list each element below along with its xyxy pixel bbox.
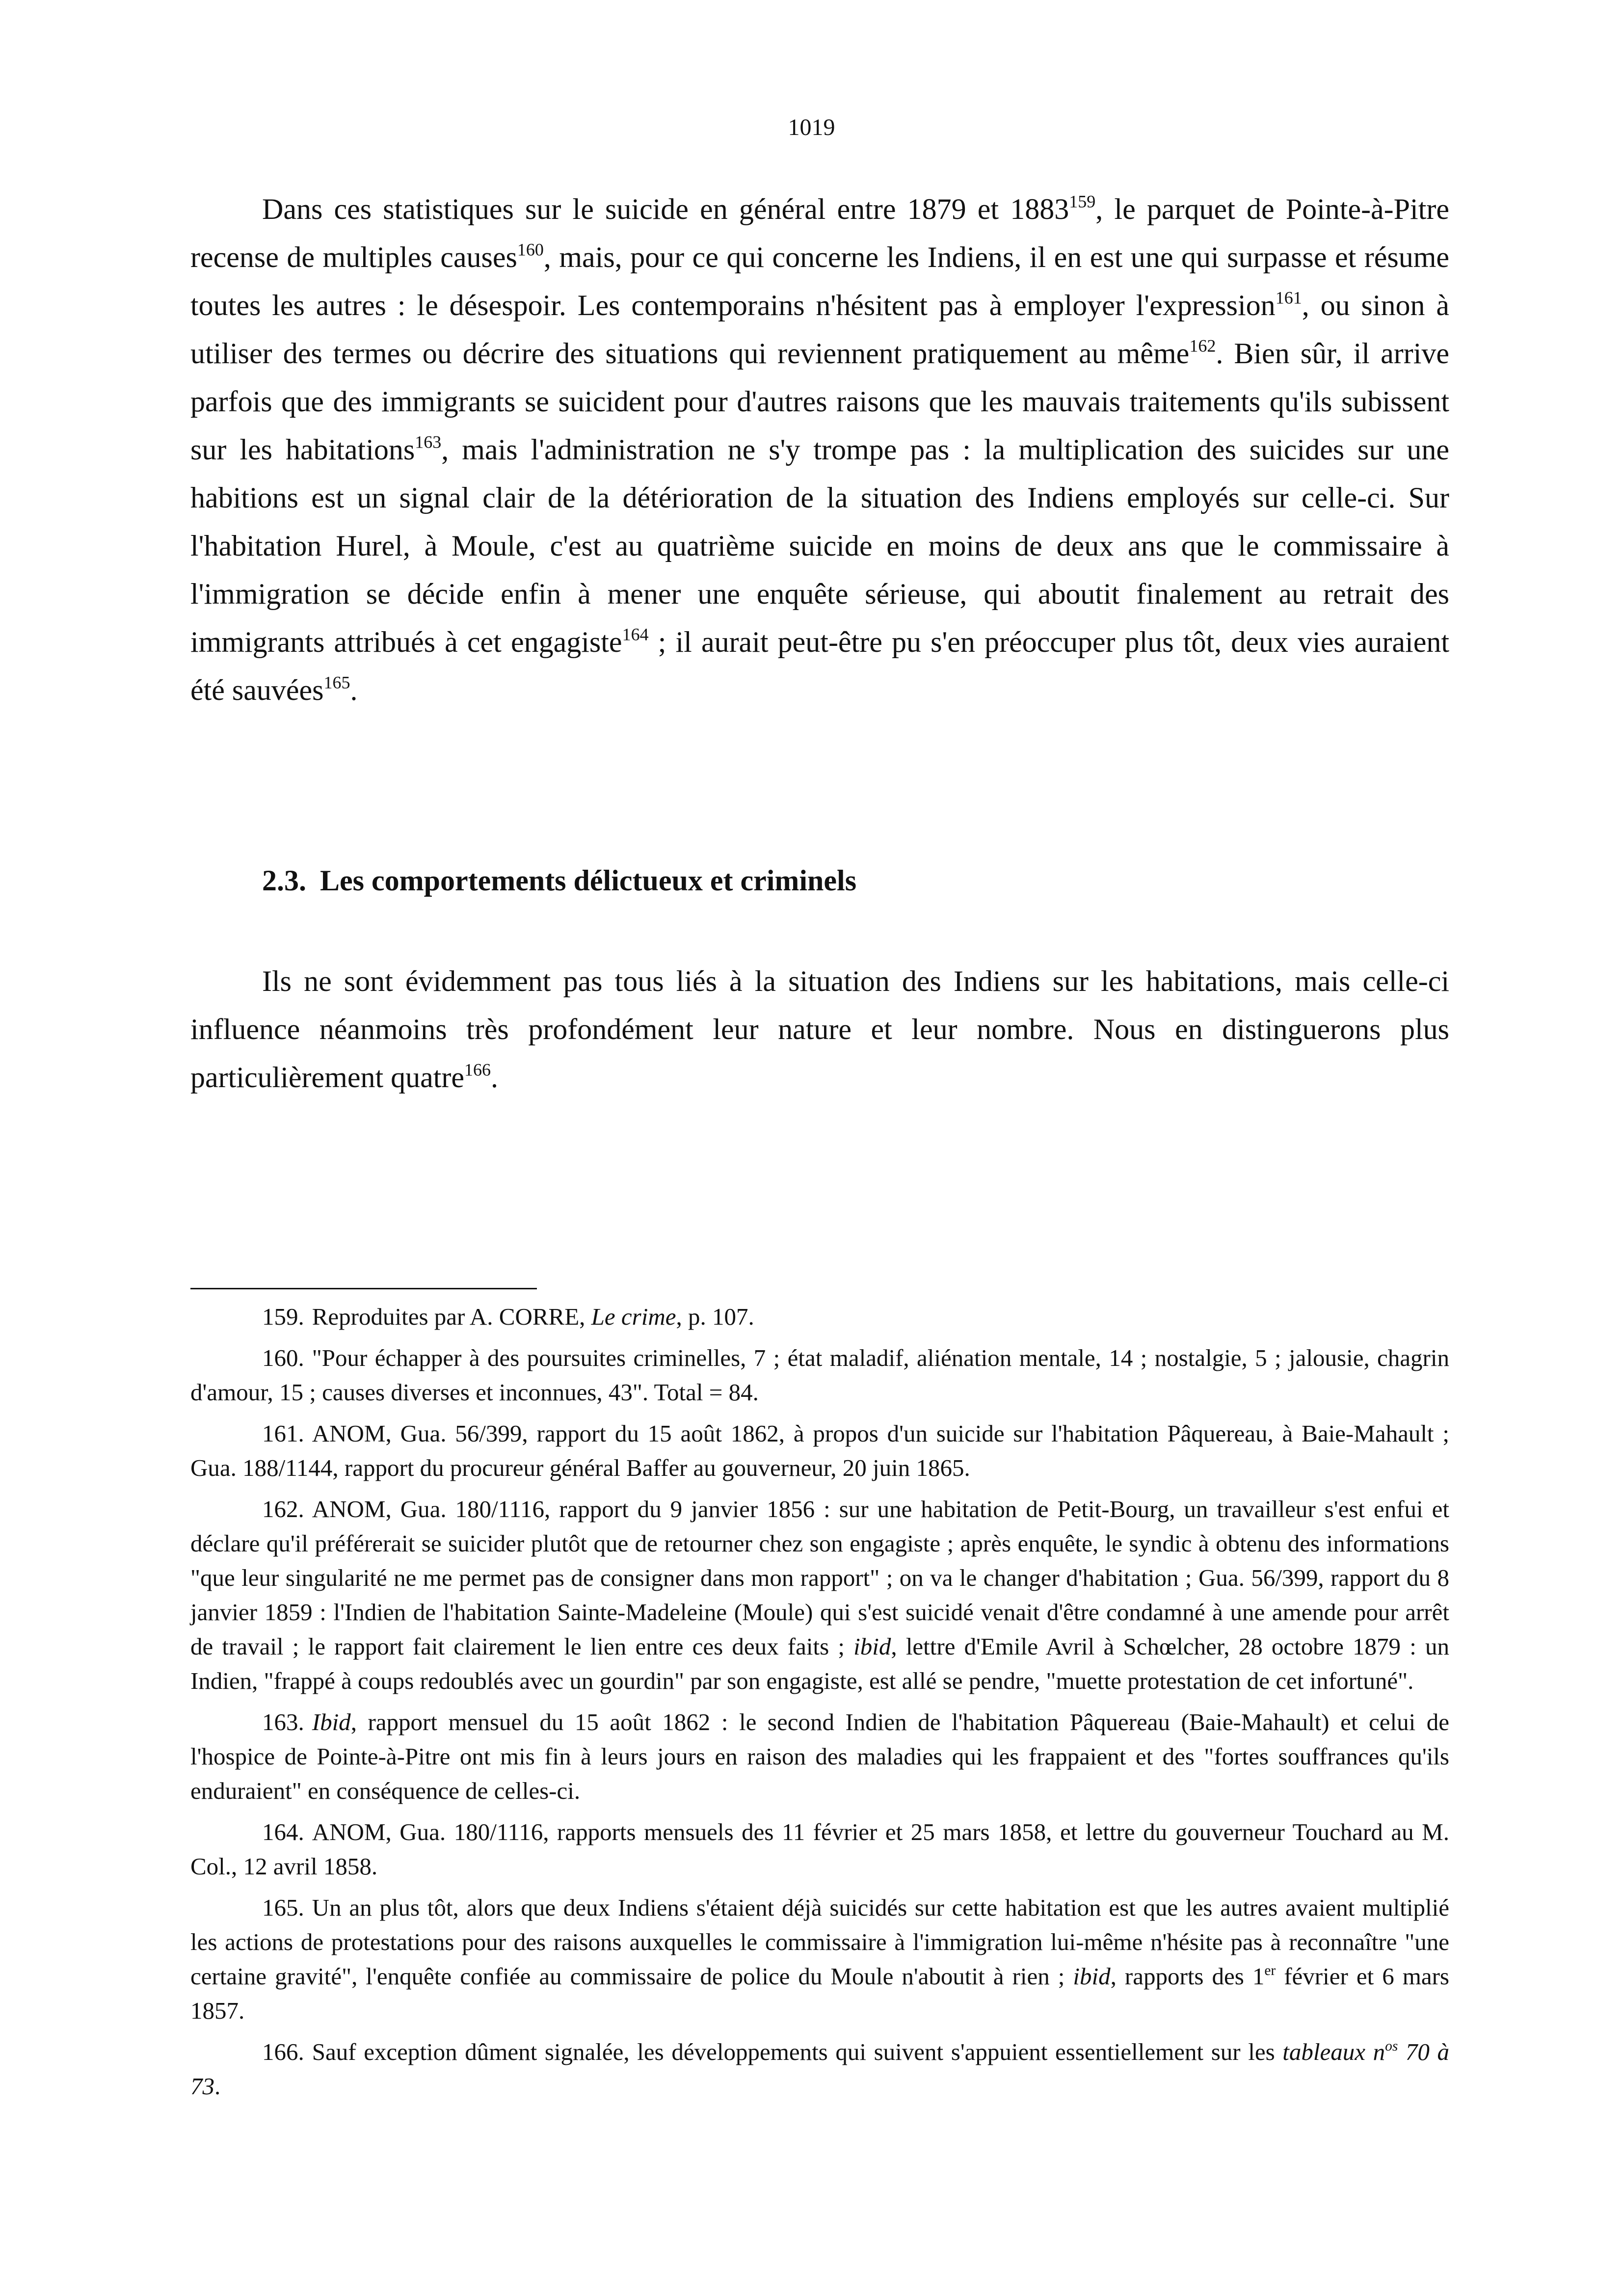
section-heading [262, 864, 856, 898]
footnote-italic: ibid [853, 1633, 891, 1660]
body-paragraph-2 [190, 957, 1449, 1101]
footnote-text: ANOM, Gua. 56/399, rapport du 15 août 1862, à propos d'un suicide sur l'habitation Pâquereau, à Baie-Mahault ; Gua. 188/1144, rapport du procureur général Baffer au gouverneur, 20 juin 1865. [190, 1420, 1449, 1481]
footnote-ref-164[interactable]: 164 [622, 624, 649, 644]
text-run: , ou sinon à utiliser des termes ou décrire des situations qui reviennent pratiquement au même [190, 289, 1449, 370]
footnote-text: ANOM, Gua. 180/1116, rapport du 9 janvier 1856 : sur une habitation de Petit-Bourg, un travailleur s'est enfui et déclare qu'il préférerait se suicider plutôt que de retourner chez son engagiste ; après enquête, le syndic à obtenu des informations "que leur singularité ne me permet pas de consigner dans mon rapport" ; on va le changer d'habitation ; Gua. 56/399, rapport du 8 janvier 1859 : l'Indien de l'habitation Sainte-Madeleine (Moule) qui s'est suicidé venait d'être condamné à une amende pour arrêt de travail ; le rapport fait clairement le lien entre ces deux faits ; [190, 1495, 1449, 1660]
text-run: Dans ces statistiques sur le suicide en général entre 1879 et 1883 [262, 193, 1069, 225]
footnote-text: Un an plus tôt, alors que deux Indiens s'étaient déjà suicidés sur cette habitation est que les autres avaient multiplié les actions de protestations pour des raisons auxquelles le commissaire à l'immigration lui-même n'hésite pas à reconnaître "une certaine gravité", l'enquête confiée au commissaire de police du Moule n'aboutit à rien ; [190, 1894, 1449, 1990]
footnote-165 [190, 1891, 1449, 2028]
footnote-ref-161[interactable]: 161 [1275, 288, 1302, 308]
footnote-ref-162[interactable]: 162 [1189, 336, 1216, 356]
footnote-number: 165. [262, 1894, 304, 1921]
footnote-164 [190, 1815, 1449, 1884]
footnote-ref-160[interactable]: 160 [517, 240, 544, 260]
footnote-text: Reproduites par A. CORRE, [312, 1303, 591, 1330]
text-run: . [350, 674, 358, 706]
footnote-number: 162. [262, 1495, 304, 1522]
footnote-number: 166. [262, 2038, 304, 2065]
footnote-ref-159[interactable]: 159 [1069, 191, 1096, 212]
footnote-italic: Le crime [591, 1303, 676, 1330]
footnote-superscript: os [1385, 2038, 1398, 2054]
text-run: Ils ne sont évidemment pas tous liés à la situation des Indiens sur les habitations, mais celle-ci influence néanmoins très profondément leur nature et leur nombre. Nous en distinguerons plus particulièrement quatre [190, 965, 1449, 1094]
footnote-number: 163. [262, 1709, 304, 1735]
footnote-ref-166[interactable]: 166 [464, 1060, 491, 1080]
footnote-text: , lettre d'Emile Avril à Schœlcher, 28 octobre 1879 : un Indien, "frappé à coups redoublés avec un gourdin" par son engagiste, est allé se pendre, "muette protestation de cet infortuné". [190, 1633, 1449, 1694]
footnote-162 [190, 1492, 1449, 1698]
footnote-160 [190, 1341, 1449, 1410]
section-number: 2.3. [262, 864, 306, 897]
footnote-text: , p. 107. [676, 1303, 754, 1330]
footnote-italic: ibid [1073, 1963, 1111, 1990]
text-run: . [491, 1061, 499, 1094]
footnote-text: Sauf exception dûment signalée, les développements qui suivent s'appuient essentiellement sur les [312, 2038, 1283, 2065]
footnote-separator [190, 1288, 537, 1289]
footnote-163 [190, 1705, 1449, 1808]
footnote-text: février et 6 mars 1857. [190, 1963, 1449, 2024]
footnote-ref-165[interactable]: 165 [323, 672, 350, 693]
section-title: Les comportements délictueux et criminels [320, 864, 857, 897]
text-run: ; il aurait peut-être pu s'en préoccuper plus tôt, deux vies auraient été sauvées [190, 626, 1449, 706]
footnotes [190, 1300, 1449, 2110]
body-paragraph-1 [190, 185, 1449, 714]
page-number: 1019 [788, 114, 835, 140]
footnote-161 [190, 1416, 1449, 1485]
footnote-italic: Ibid [312, 1709, 351, 1735]
text-run: , le parquet de Pointe-à-Pitre recense de multiples causes [190, 193, 1449, 273]
footnote-text: ANOM, Gua. 180/1116, rapports mensuels des 11 février et 25 mars 1858, et lettre du gouverneur Touchard au M. Col., 12 avril 1858. [190, 1818, 1449, 1880]
footnote-superscript: er [1264, 1962, 1276, 1978]
text-run: , mais, pour ce qui concerne les Indiens, il en est une qui surpasse et résume toutes les autres : le désespoir. Les contemporains n'hésitent pas à employer l'expression [190, 241, 1449, 321]
footnote-text: "Pour échapper à des poursuites criminelles, 7 ; état maladif, aliénation mentale, 14 ; nostalgie, 5 ; jalousie, chagrin d'amour, 15 ; causes diverses et inconnues, 43". Total = 84. [190, 1344, 1449, 1406]
footnote-text: . [214, 2073, 221, 2100]
footnote-ref-163[interactable]: 163 [415, 432, 442, 452]
footnote-number: 164. [262, 1818, 304, 1845]
footnote-italic-text: 70 à 73 [190, 2038, 1450, 2100]
footnote-166 [190, 2035, 1449, 2104]
text-run: . Bien sûr, il arrive parfois que des immigrants se suicident pour d'autres raisons que les mauvais traitements qu'ils subissent sur les habitations [190, 337, 1450, 466]
footnote-159 [190, 1300, 1449, 1334]
footnote-number: 161. [262, 1420, 304, 1447]
footnote-number: 159. [262, 1303, 304, 1330]
footnote-number: 160. [262, 1344, 304, 1371]
footnote-text: , rapport mensuel du 15 août 1862 : le second Indien de l'habitation Pâquereau (Baie-Mahault) et celui de l'hospice de Pointe-à-Pitre ont mis fin à leurs jours en raison des maladies qui les frappaient et des "fortes souffrances qu'ils enduraient" en conséquence de celles-ci. [190, 1709, 1449, 1804]
footnote-text: , rapports des 1 [1110, 1963, 1265, 1990]
footnote-italic-text: tableaux n [1282, 2038, 1385, 2065]
text-run: , mais l'administration ne s'y trompe pas : la multiplication des suicides sur une habitions est un signal clair de la détérioration de la situation des Indiens employés sur celle-ci. Sur l'habitation Hurel, à Moule, c'est au quatrième suicide en moins de deux ans que le commissaire à l'immigration se décide enfin à mener une enquête sérieuse, qui aboutit finalement au retrait des immigrants attribués à cet engagiste [190, 433, 1450, 658]
